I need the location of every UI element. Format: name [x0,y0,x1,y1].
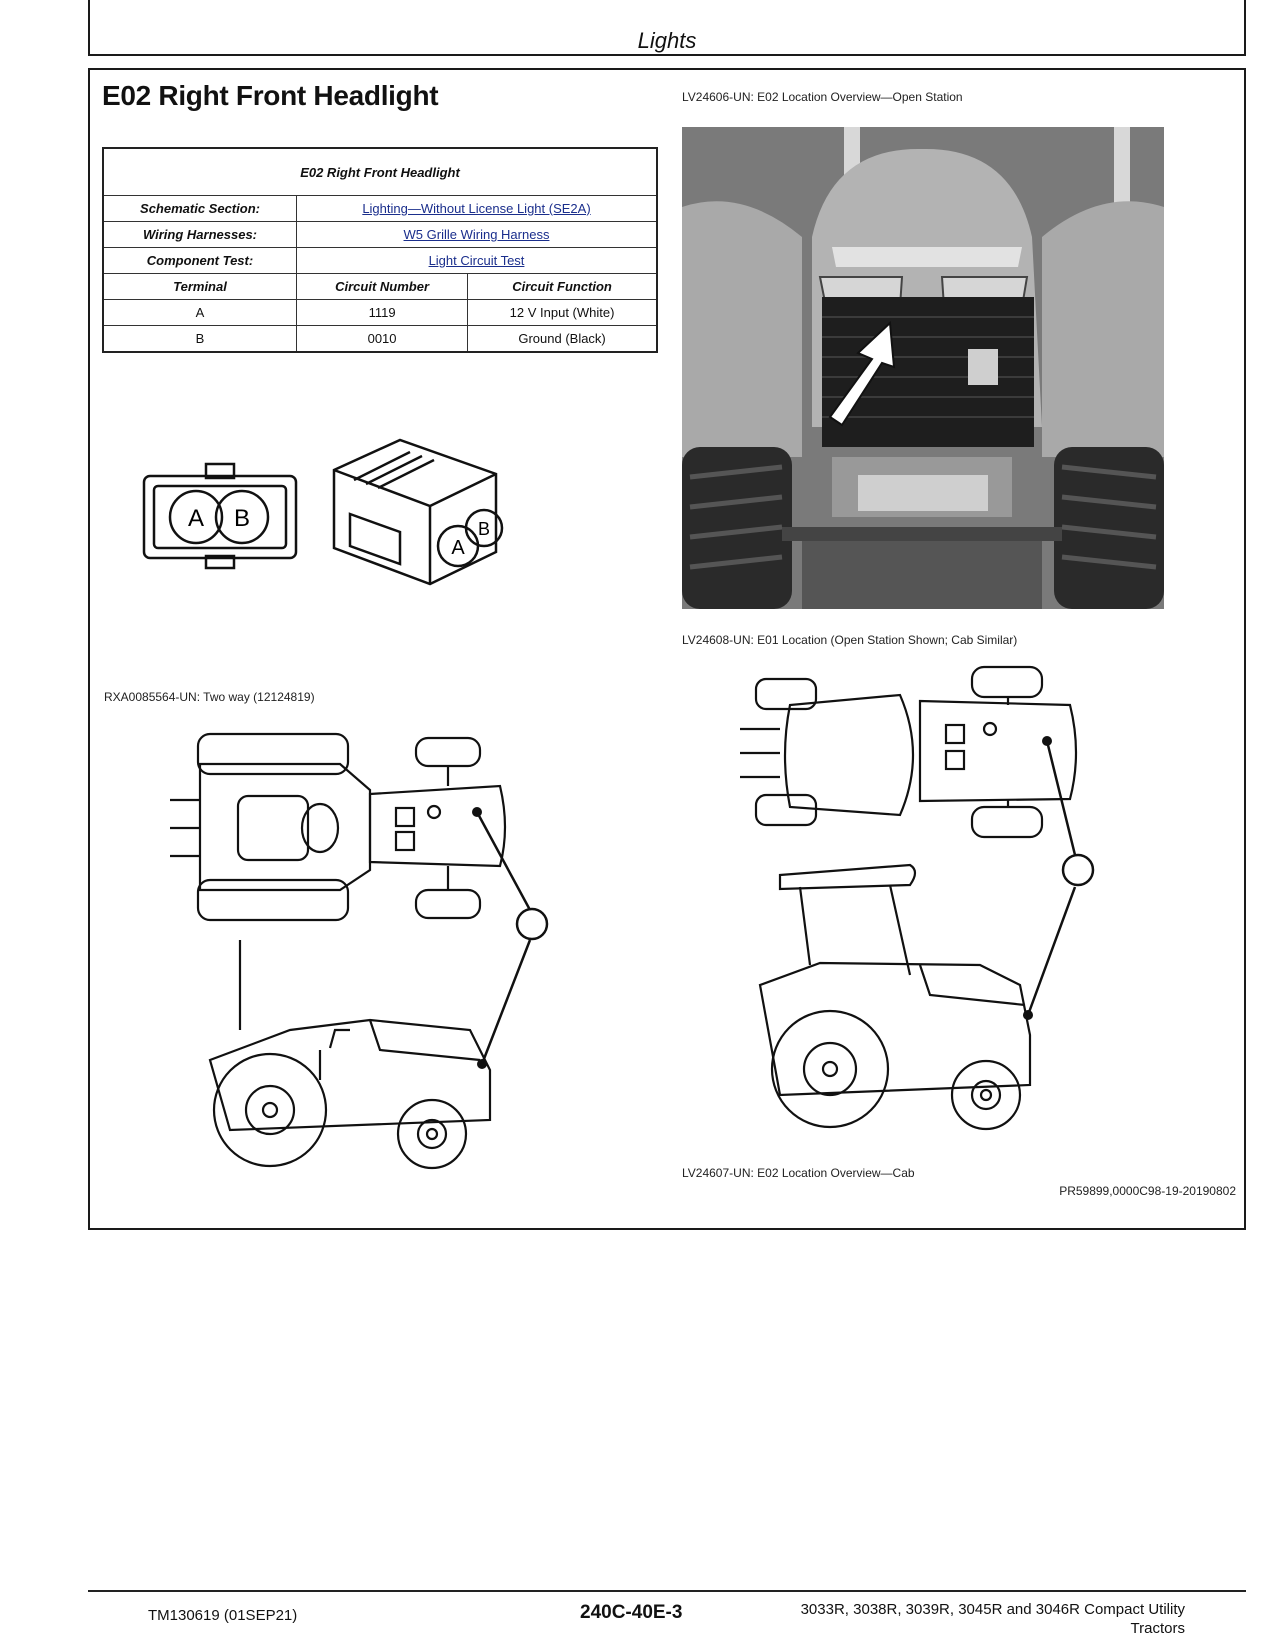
pin-b-label: B [233,505,251,532]
section-title: E02 Right Front Headlight [102,80,439,111]
circuit-function-cell: Ground (Black) [468,326,657,353]
model-list-line-2: Tractors [1130,1620,1185,1637]
model-list-line-1: 3033R, 3038R, 3039R, 3045R and 3046R Compact Utility [800,1601,1185,1618]
pin-b-label-perspective: B [477,519,491,539]
terminal-cell: B [103,326,297,353]
cab-location-drawing [740,665,1180,1155]
column-header-terminal: Terminal [103,274,297,300]
table-row [103,196,657,222]
e01-location-caption: LV24608-UN: E01 Location (Open Station Shown; Cab Similar) [682,633,1018,647]
circuit-function-cell: 12 V Input (White) [468,300,657,326]
open-station-location-drawing [170,730,590,1170]
circuit-number-cell: 0010 [297,326,468,353]
row-label: Wiring Harnesses: [103,222,297,248]
connector-drawing [140,434,540,594]
circuit-number-cell: 1119 [297,300,468,326]
manual-number: TM130619 (01SEP21) [148,1607,298,1624]
table-title: E02 Right Front Headlight [103,148,657,196]
column-header-circuit-number: Circuit Number [297,274,468,300]
row-label: Component Test: [103,248,297,274]
photo-caption: LV24606-UN: E02 Location Overview—Open Station [682,90,963,104]
row-label: Schematic Section: [103,196,297,222]
schematic-section-link[interactable]: Lighting—Without License Light (SE2A) [362,201,591,216]
page-header-title: Lights [637,28,697,53]
cab-location-caption: LV24607-UN: E02 Location Overview—Cab [682,1166,915,1180]
pin-a-label-perspective: A [451,537,465,559]
column-header-circuit-function: Circuit Function [468,274,657,300]
page-number: 240C-40E-3 [580,1602,683,1623]
table-row [103,222,657,248]
wiring-harness-link[interactable]: W5 Grille Wiring Harness [403,227,550,242]
component-info-table [102,147,658,353]
table-column-headers [103,274,657,300]
connector-caption: RXA0085564-UN: Two way (12124819) [104,690,315,704]
reference-code: PR59899,0000C98-19-20190802 [1059,1184,1236,1198]
table-row [103,300,657,326]
tractor-front-photo [682,127,1164,609]
model-list [700,1600,1185,1638]
terminal-cell: A [103,300,297,326]
table-row [103,326,657,353]
footer-rule [88,1590,1246,1592]
pin-a-label: A [187,505,205,532]
component-test-link[interactable]: Light Circuit Test [428,253,525,268]
table-row [103,248,657,274]
